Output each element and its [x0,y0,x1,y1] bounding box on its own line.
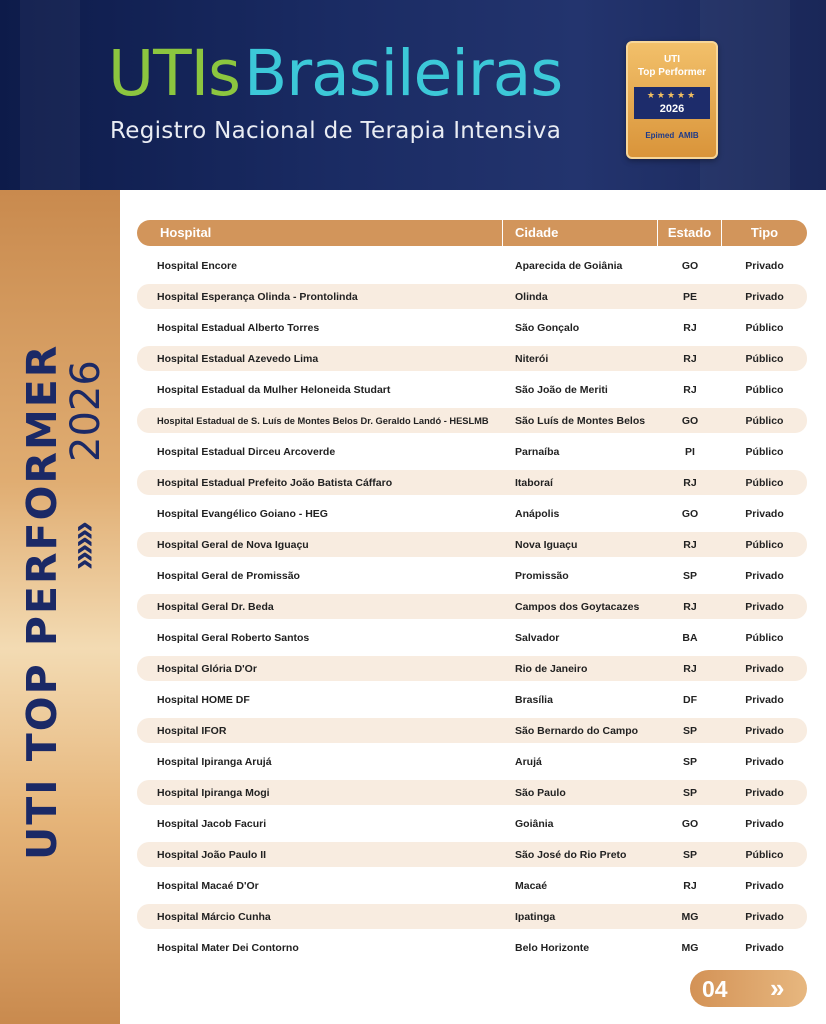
cell-cidade: Brasília [515,693,553,706]
table-row [137,408,807,433]
cell-hospital: Hospital Ipiranga Mogi [157,786,270,799]
table-row [137,656,807,681]
next-page-button[interactable] [690,970,807,1007]
cell-estado: RJ [683,476,697,489]
table-row [137,746,807,777]
cell-hospital: Hospital Geral Roberto Santos [157,631,310,644]
cell-hospital: Hospital Geral de Promissão [157,569,300,582]
badge-band [634,87,710,119]
cell-estado: SP [682,786,697,799]
table-row [137,374,807,405]
hospital-table [137,250,807,963]
table-row [137,436,807,467]
cell-tipo: Privado [745,259,784,272]
table-row [137,594,807,619]
cell-tipo: Público [745,445,784,458]
table-row [137,284,807,309]
cell-estado: SP [682,569,697,582]
column-header-estado: Estado [658,220,722,246]
cell-hospital: Hospital João Paulo II [157,848,267,861]
cell-estado: SP [682,848,697,861]
cell-cidade: Macaé [515,879,548,892]
cell-estado: RJ [683,600,697,613]
side-title: UTI TOP PERFORMER [18,343,66,860]
cell-tipo: Público [745,476,784,489]
title-part-1: UTIs [108,37,240,110]
cell-tipo: Público [745,352,784,365]
table-row [137,904,807,929]
title-part-2: Brasileiras [244,37,563,110]
cell-tipo: Privado [745,693,784,706]
table-row [137,684,807,715]
cell-tipo: Privado [745,941,784,954]
cell-cidade: São João de Meriti [515,383,608,396]
cell-tipo: Público [745,414,784,427]
cell-estado: SP [682,755,697,768]
cell-estado: SP [682,724,697,737]
epimed-logo: Epimed [645,131,675,140]
cell-cidade: São Luís de Montes Belos [515,414,646,427]
cell-hospital: Hospital Estadual Azevedo Lima [157,352,319,365]
cell-estado: BA [682,631,698,644]
cell-estado: GO [681,817,699,830]
cell-tipo: Privado [745,755,784,768]
cell-tipo: Público [745,538,784,551]
page-number: 04 [702,976,728,1002]
cell-cidade: Rio de Janeiro [515,662,588,675]
background-decoration [20,0,80,190]
badge-line-1: UTI [663,54,681,65]
cell-tipo: Público [745,631,784,644]
cell-hospital: Hospital IFOR [157,724,227,737]
cell-tipo: Privado [745,724,784,737]
cell-hospital: Hospital Jacob Facuri [157,817,267,830]
cell-hospital: Hospital Estadual da Mulher Heloneida Studart [157,383,391,396]
cell-estado: MG [681,910,699,923]
side-year: 2026 [63,360,109,462]
cell-hospital: Hospital Geral de Nova Iguaçu [157,538,309,551]
cell-estado: DF [683,693,697,706]
cell-cidade: Olinda [515,290,548,303]
cell-cidade: Niterói [515,352,549,365]
table-row [137,532,807,557]
table-row [137,498,807,529]
cell-hospital: Hospital Glória D'Or [157,662,257,675]
cell-estado: RJ [683,321,697,334]
cell-tipo: Privado [745,786,784,799]
chevron-right-icon: » [770,973,779,1003]
cell-hospital: Hospital Esperança Olinda - Prontolinda [157,290,358,303]
cell-hospital: Hospital Mater Dei Contorno [157,941,299,954]
cell-tipo: Privado [745,817,784,830]
cell-cidade: Ipatinga [515,910,556,923]
cell-estado: PI [685,445,695,458]
cell-cidade: Nova Iguaçu [515,538,578,551]
column-header-hospital: Hospital [137,220,503,246]
column-header-tipo: Tipo [750,225,779,240]
cell-cidade: Promissão [515,569,569,582]
cell-tipo: Privado [745,600,784,613]
cell-estado: GO [681,507,699,520]
cell-cidade: Parnaíba [515,445,560,458]
table-row [137,780,807,805]
cell-tipo: Privado [745,507,784,520]
cell-estado: GO [681,414,699,427]
header-banner [0,0,826,190]
chevron-right-icon: »»» [64,525,102,570]
cell-estado: RJ [683,538,697,551]
cell-estado: RJ [683,383,697,396]
cell-tipo: Público [745,321,784,334]
cell-cidade: São Paulo [515,786,566,799]
cell-estado: RJ [683,662,697,675]
cell-estado: RJ [683,352,697,365]
table-header [137,220,807,246]
cell-cidade: São Bernardo do Campo [515,724,639,737]
cell-hospital: Hospital Estadual Alberto Torres [157,321,320,334]
cell-tipo: Público [745,848,784,861]
cell-hospital: Hospital HOME DF [157,693,250,706]
cell-hospital: Hospital Geral Dr. Beda [157,600,274,613]
cell-cidade: Goiânia [515,817,554,830]
table-row [137,808,807,839]
column-header-cidade: Cidade [503,220,658,246]
cell-estado: GO [681,259,699,272]
cell-tipo: Privado [745,879,784,892]
star-rating-icon: ★★★★★ [646,90,698,100]
table-row [137,312,807,343]
page-title [108,37,563,110]
cell-hospital: Hospital Encore [157,259,237,272]
cell-tipo: Privado [745,662,784,675]
cell-tipo: Público [745,383,784,396]
table-row [137,250,807,281]
cell-estado: RJ [683,879,697,892]
cell-cidade: Anápolis [515,507,560,520]
top-performer-badge [626,41,718,159]
badge-year: 2026 [659,103,685,115]
cell-cidade: Belo Horizonte [515,941,590,954]
table-row [137,470,807,495]
cell-cidade: Itaboraí [515,476,553,489]
amib-logo: AMIB [678,131,699,140]
cell-hospital: Hospital Evangélico Goiano - HEG [157,507,328,520]
cell-cidade: São Gonçalo [515,321,580,334]
table-row [137,560,807,591]
table-row [137,870,807,901]
cell-hospital: Hospital Estadual Dirceu Arcoverde [157,445,336,458]
cell-hospital: Hospital Estadual Prefeito João Batista Cáffaro [157,476,393,489]
cell-hospital: Hospital Ipiranga Arujá [157,755,272,768]
cell-cidade: Aparecida de Goiânia [515,259,623,272]
cell-tipo: Privado [745,569,784,582]
cell-estado: PE [682,290,697,303]
table-row [137,842,807,867]
page-subtitle: Registro Nacional de Terapia Intensiva [110,118,562,144]
badge-line-2: Top Performer [637,67,707,78]
cell-hospital: Hospital Márcio Cunha [157,910,271,923]
cell-cidade: Arujá [515,755,542,768]
table-row [137,932,807,963]
cell-tipo: Privado [745,910,784,923]
cell-cidade: São José do Rio Preto [515,848,627,861]
table-row [137,718,807,743]
cell-hospital: Hospital Estadual de S. Luís de Montes Belos Dr. Geraldo Landó - HESLMB [157,415,489,426]
table-row [137,622,807,653]
cell-cidade: Salvador [515,631,560,644]
badge-logos [628,131,716,140]
cell-cidade: Campos dos Goytacazes [515,600,640,613]
cell-estado: MG [681,941,699,954]
cell-hospital: Hospital Macaé D'Or [157,879,259,892]
cell-tipo: Privado [745,290,784,303]
table-row [137,346,807,371]
